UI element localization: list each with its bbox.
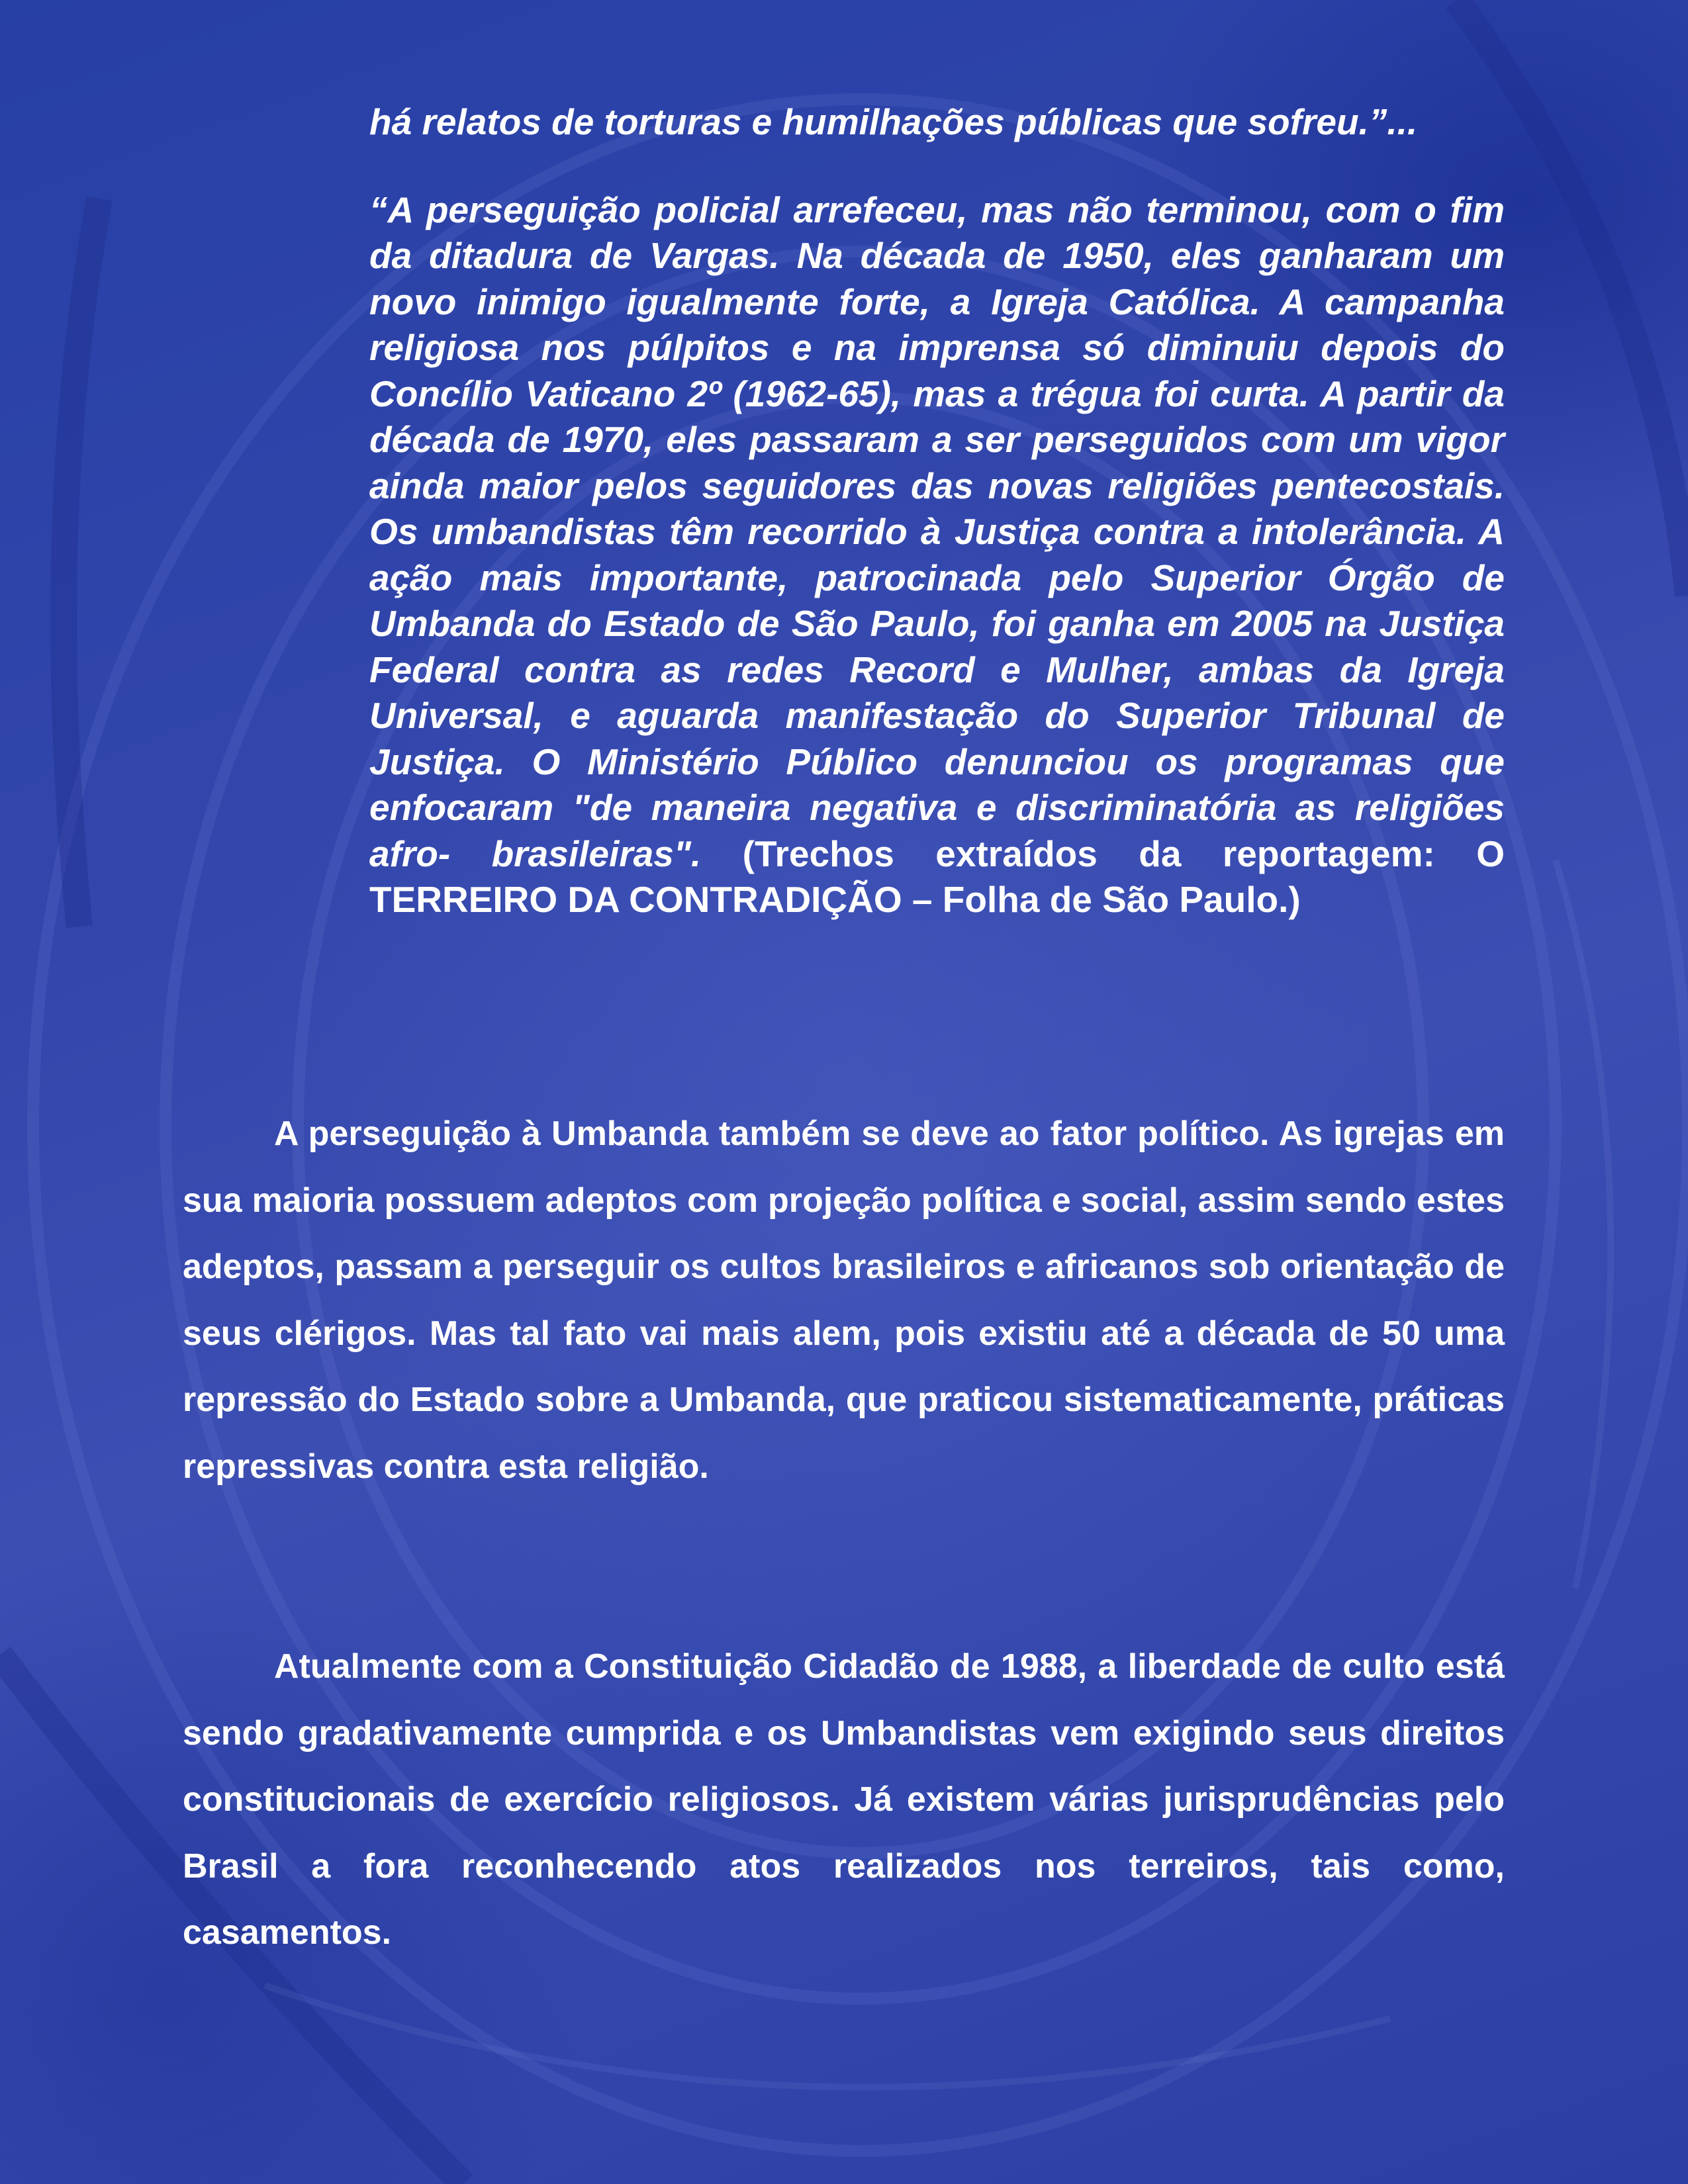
- body-paragraph-1: [183, 1101, 1505, 1500]
- quote-paragraph-2: [369, 187, 1505, 923]
- body-paragraph-2-text: Atualmente com a Constituição Cidadão de 1988, a liberdade de culto está sendo gradativamente cumprida e os Umbandistas vem exigindo seus direitos constitucionais de exercício religiosos. Já existem várias jurisprudências pelo Brasil a fora reconhecendo atos realizados nos terreiros, tais como, casamentos.: [183, 1647, 1505, 1952]
- quoted-excerpt: [369, 99, 1505, 923]
- quote-source-citation: (Trechos extraídos da reportagem: O TERREIRO DA CONTRADIÇÃO – Folha de São Paulo.): [369, 833, 1505, 920]
- body-paragraph-1-text: A perseguição à Umbanda também se deve ao fator político. As igrejas em sua maioria possuem adeptos com projeção política e social, assim sendo estes adeptos, passam a perseguir os cultos brasileiros e africanos sob orientação de seus clérigos. Mas tal fato vai mais alem, pois existiu até a década de 50 uma repressão do Estado sobre a Umbanda, que praticou sistematicamente, práticas repressivas contra esta religião.: [183, 1115, 1505, 1486]
- quote-paragraph-2-text: “A perseguição policial arrefeceu, mas não terminou, com o fim da ditadura de Vargas. Na década de 1950, eles ganharam um novo inimigo igualmente forte, a Igreja Católica. A campanha religiosa nos púlpitos e na imprensa só diminuiu depois do Concílio Vaticano 2º (1962-65), mas a trégua foi curta. A partir da década de 1970, eles passaram a ser perseguidos com um vigor ainda maior pelos seguidores das novas religiões pentecostais. Os umbandistas têm recorrido à Justiça contra a intolerância. A ação mais importante, patrocinada pelo Superior Órgão de Umbanda do Estado de São Paulo, foi ganha em 2005 na Justiça Federal contra as redes Record e Mulher, ambas da Igreja Universal, e aguarda manifestação do Superior Tribunal de Justiça. O Ministério Público denunciou os programas que enfocaram "de maneira negativa e discriminatória as religiões afro- brasileiras".: [369, 189, 1505, 874]
- body-paragraph-2: [183, 1633, 1505, 1966]
- quote-paragraph-1: há relatos de torturas e humilhações públicas que sofreu.”...: [369, 101, 1418, 142]
